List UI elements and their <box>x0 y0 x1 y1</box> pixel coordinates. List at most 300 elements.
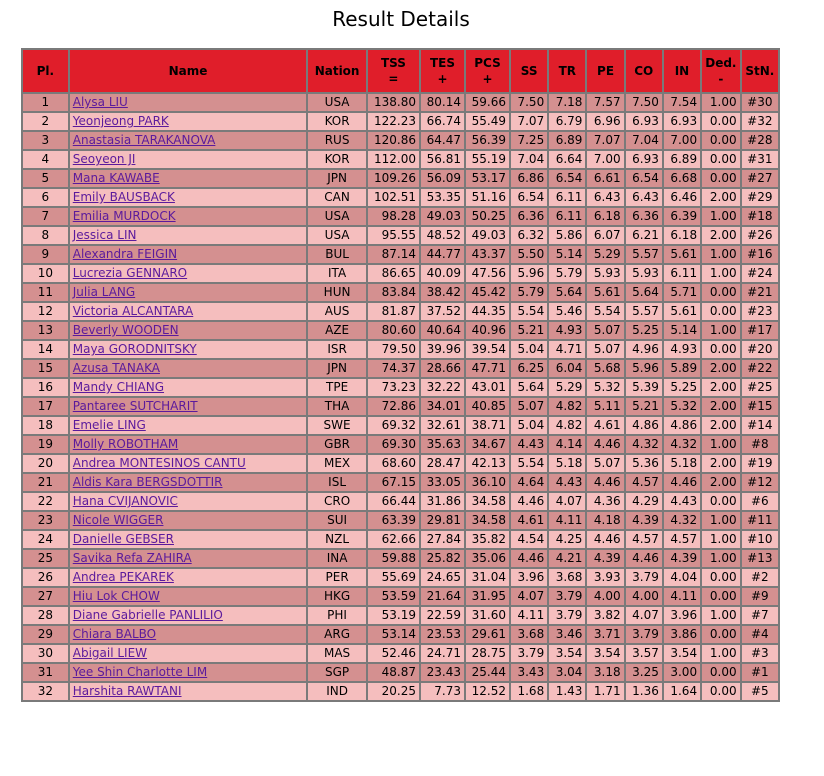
cell-ded: 1.00 <box>702 550 740 567</box>
cell-co: 4.00 <box>626 588 662 605</box>
cell-pe: 1.71 <box>587 683 623 700</box>
cell-in: 3.96 <box>664 607 700 624</box>
skater-name-link[interactable]: Aldis Kara BERGSDOTTIR <box>72 475 223 489</box>
table-row <box>23 455 778 472</box>
cell-nation: NZL <box>308 531 366 548</box>
cell-in: 4.32 <box>664 512 700 529</box>
skater-name-link[interactable]: Julia LANG <box>72 285 136 299</box>
cell-stn: #31 <box>742 151 778 168</box>
cell-stn: #10 <box>742 531 778 548</box>
cell-ss: 6.36 <box>511 208 547 225</box>
cell-tss: 98.28 <box>368 208 419 225</box>
cell-ded: 2.00 <box>702 398 740 415</box>
cell-tr: 6.64 <box>549 151 585 168</box>
cell-pl: 20 <box>23 455 68 472</box>
cell-ss: 5.07 <box>511 398 547 415</box>
cell-stn: #27 <box>742 170 778 187</box>
cell-stn: #30 <box>742 94 778 111</box>
cell-ss: 7.50 <box>511 94 547 111</box>
cell-tes: 49.03 <box>421 208 464 225</box>
skater-name-link[interactable]: Nicole WIGGER <box>72 513 164 527</box>
cell-in: 4.43 <box>664 493 700 510</box>
cell-nation: JPN <box>308 360 366 377</box>
cell-tss: 67.15 <box>368 474 419 491</box>
skater-name-link[interactable]: Lucrezia GENNARO <box>72 266 188 280</box>
cell-ded: 1.00 <box>702 607 740 624</box>
cell-ss: 5.04 <box>511 341 547 358</box>
cell-tes: 37.52 <box>421 303 464 320</box>
cell-in: 6.89 <box>664 151 700 168</box>
cell-co: 7.50 <box>626 94 662 111</box>
cell-pl: 31 <box>23 664 68 681</box>
skater-name-link[interactable]: Emelie LING <box>72 418 146 432</box>
cell-stn: #9 <box>742 588 778 605</box>
cell-tr: 3.79 <box>549 588 585 605</box>
cell-nation: KOR <box>308 151 366 168</box>
cell-tes: 64.47 <box>421 132 464 149</box>
cell-tr: 6.54 <box>549 170 585 187</box>
cell-ss: 6.32 <box>511 227 547 244</box>
cell-pcs: 31.04 <box>466 569 509 586</box>
cell-in: 4.04 <box>664 569 700 586</box>
cell-nation: ARG <box>308 626 366 643</box>
cell-ss: 3.68 <box>511 626 547 643</box>
cell-tss: 52.46 <box>368 645 419 662</box>
cell-tr: 5.86 <box>549 227 585 244</box>
cell-tss: 122.23 <box>368 113 419 130</box>
cell-pl: 22 <box>23 493 68 510</box>
cell-stn: #11 <box>742 512 778 529</box>
cell-pcs: 36.10 <box>466 474 509 491</box>
cell-stn: #25 <box>742 379 778 396</box>
cell-tss: 66.44 <box>368 493 419 510</box>
skater-name-link[interactable]: Emilia MURDOCK <box>72 209 176 223</box>
cell-nation: SGP <box>308 664 366 681</box>
cell-ss: 4.46 <box>511 493 547 510</box>
cell-co: 6.54 <box>626 170 662 187</box>
cell-pcs: 44.35 <box>466 303 509 320</box>
cell-name <box>70 113 307 130</box>
cell-ded: 1.00 <box>702 512 740 529</box>
table-row <box>23 417 778 434</box>
table-row <box>23 189 778 206</box>
cell-nation: USA <box>308 94 366 111</box>
cell-tes: 66.74 <box>421 113 464 130</box>
cell-tss: 73.23 <box>368 379 419 396</box>
cell-tr: 5.64 <box>549 284 585 301</box>
cell-ss: 5.04 <box>511 417 547 434</box>
skater-name-link[interactable]: Abigail LIEW <box>72 646 148 660</box>
cell-ss: 5.96 <box>511 265 547 282</box>
cell-nation: IND <box>308 683 366 700</box>
skater-name-link[interactable]: Mana KAWABE <box>72 171 160 185</box>
cell-name <box>70 227 307 244</box>
cell-co: 5.39 <box>626 379 662 396</box>
skater-name-link[interactable]: Chiara BALBO <box>72 627 157 641</box>
cell-ss: 5.64 <box>511 379 547 396</box>
cell-co: 4.57 <box>626 531 662 548</box>
header-tes: TES + <box>421 50 464 92</box>
cell-ded: 2.00 <box>702 455 740 472</box>
skater-name-link[interactable]: Jessica LIN <box>72 228 137 242</box>
cell-tr: 4.14 <box>549 436 585 453</box>
cell-co: 3.57 <box>626 645 662 662</box>
skater-name-link[interactable]: Andrea PEKAREK <box>72 570 174 584</box>
cell-pl: 16 <box>23 379 68 396</box>
cell-nation: SUI <box>308 512 366 529</box>
cell-in: 4.46 <box>664 474 700 491</box>
cell-tes: 32.61 <box>421 417 464 434</box>
cell-pcs: 35.82 <box>466 531 509 548</box>
cell-in: 3.00 <box>664 664 700 681</box>
cell-stn: #3 <box>742 645 778 662</box>
cell-pcs: 40.85 <box>466 398 509 415</box>
cell-pe: 3.71 <box>587 626 623 643</box>
cell-tr: 5.79 <box>549 265 585 282</box>
cell-name <box>70 474 307 491</box>
cell-tr: 5.18 <box>549 455 585 472</box>
skater-name-link[interactable]: Savika Refa ZAHIRA <box>72 551 192 565</box>
cell-tes: 33.05 <box>421 474 464 491</box>
skater-name-link[interactable]: Maya GORODNITSKY <box>72 342 197 356</box>
cell-stn: #7 <box>742 607 778 624</box>
cell-pl: 2 <box>23 113 68 130</box>
cell-tes: 34.01 <box>421 398 464 415</box>
results-table <box>21 48 780 702</box>
cell-nation: AZE <box>308 322 366 339</box>
skater-name-link[interactable]: Diane Gabrielle PANLILIO <box>72 608 223 622</box>
cell-ded: 0.00 <box>702 493 740 510</box>
table-row <box>23 284 778 301</box>
table-row <box>23 683 778 700</box>
cell-tes: 28.66 <box>421 360 464 377</box>
cell-ded: 1.00 <box>702 436 740 453</box>
cell-tr: 6.79 <box>549 113 585 130</box>
cell-name <box>70 265 307 282</box>
header-tr: TR <box>549 50 585 92</box>
cell-name <box>70 170 307 187</box>
cell-ded: 1.00 <box>702 322 740 339</box>
cell-in: 7.54 <box>664 94 700 111</box>
cell-tss: 74.37 <box>368 360 419 377</box>
table-row <box>23 474 778 491</box>
cell-ss: 3.43 <box>511 664 547 681</box>
cell-nation: ISL <box>308 474 366 491</box>
cell-tss: 53.19 <box>368 607 419 624</box>
cell-pl: 26 <box>23 569 68 586</box>
cell-nation: USA <box>308 227 366 244</box>
header-co: CO <box>626 50 662 92</box>
skater-name-link[interactable]: Beverly WOODEN <box>72 323 179 337</box>
cell-nation: HUN <box>308 284 366 301</box>
cell-stn: #19 <box>742 455 778 472</box>
cell-tss: 55.69 <box>368 569 419 586</box>
cell-ss: 5.54 <box>511 303 547 320</box>
cell-tr: 5.46 <box>549 303 585 320</box>
cell-ss: 5.50 <box>511 246 547 263</box>
cell-ded: 2.00 <box>702 474 740 491</box>
table-row <box>23 569 778 586</box>
header-nation: Nation <box>308 50 366 92</box>
cell-pe: 4.46 <box>587 474 623 491</box>
header-ded: Ded. - <box>702 50 740 92</box>
cell-pcs: 56.39 <box>466 132 509 149</box>
skater-name-link[interactable]: Mandy CHIANG <box>72 380 165 394</box>
cell-in: 6.39 <box>664 208 700 225</box>
cell-tss: 80.60 <box>368 322 419 339</box>
cell-ded: 1.00 <box>702 208 740 225</box>
cell-tr: 4.25 <box>549 531 585 548</box>
cell-tes: 48.52 <box>421 227 464 244</box>
cell-name <box>70 550 307 567</box>
cell-nation: HKG <box>308 588 366 605</box>
table-row <box>23 436 778 453</box>
skater-name-link[interactable]: Andrea MONTESINOS CANTU <box>72 456 246 470</box>
cell-ss: 6.86 <box>511 170 547 187</box>
cell-ss: 7.04 <box>511 151 547 168</box>
cell-co: 3.25 <box>626 664 662 681</box>
cell-in: 6.11 <box>664 265 700 282</box>
cell-pl: 7 <box>23 208 68 225</box>
cell-in: 6.93 <box>664 113 700 130</box>
cell-tss: 83.84 <box>368 284 419 301</box>
cell-tr: 1.43 <box>549 683 585 700</box>
cell-pcs: 34.58 <box>466 512 509 529</box>
cell-nation: AUS <box>308 303 366 320</box>
cell-co: 6.93 <box>626 151 662 168</box>
cell-nation: CAN <box>308 189 366 206</box>
cell-stn: #17 <box>742 322 778 339</box>
cell-pl: 19 <box>23 436 68 453</box>
cell-co: 6.43 <box>626 189 662 206</box>
cell-co: 4.32 <box>626 436 662 453</box>
cell-co: 1.36 <box>626 683 662 700</box>
cell-pl: 17 <box>23 398 68 415</box>
skater-name-link[interactable]: Hiu Lok CHOW <box>72 589 160 603</box>
skater-name-link[interactable]: Victoria ALCANTARA <box>72 304 194 318</box>
cell-nation: GBR <box>308 436 366 453</box>
cell-stn: #23 <box>742 303 778 320</box>
skater-name-link[interactable]: Molly ROBOTHAM <box>72 437 179 451</box>
cell-co: 5.96 <box>626 360 662 377</box>
cell-tes: 44.77 <box>421 246 464 263</box>
cell-co: 5.21 <box>626 398 662 415</box>
table-row <box>23 398 778 415</box>
cell-tr: 5.14 <box>549 246 585 263</box>
cell-tes: 31.86 <box>421 493 464 510</box>
cell-ded: 0.00 <box>702 683 740 700</box>
table-row <box>23 664 778 681</box>
cell-ded: 2.00 <box>702 360 740 377</box>
skater-name-link[interactable]: Yee Shin Charlotte LIM <box>72 665 208 679</box>
cell-stn: #12 <box>742 474 778 491</box>
results-body <box>23 94 778 700</box>
page-title: Result Details <box>332 7 470 31</box>
cell-tss: 81.87 <box>368 303 419 320</box>
cell-tss: 138.80 <box>368 94 419 111</box>
cell-name <box>70 436 307 453</box>
cell-stn: #1 <box>742 664 778 681</box>
cell-pl: 28 <box>23 607 68 624</box>
skater-name-link[interactable]: Yeonjeong PARK <box>72 114 169 128</box>
cell-name <box>70 284 307 301</box>
cell-tss: 86.65 <box>368 265 419 282</box>
cell-tss: 53.14 <box>368 626 419 643</box>
skater-name-link[interactable]: Danielle GEBSER <box>72 532 174 546</box>
cell-pe: 4.61 <box>587 417 623 434</box>
cell-pcs: 59.66 <box>466 94 509 111</box>
cell-pl: 5 <box>23 170 68 187</box>
cell-ss: 1.68 <box>511 683 547 700</box>
cell-in: 4.32 <box>664 436 700 453</box>
cell-tss: 102.51 <box>368 189 419 206</box>
cell-name <box>70 303 307 320</box>
cell-pcs: 42.13 <box>466 455 509 472</box>
cell-tss: 59.88 <box>368 550 419 567</box>
header-pl: Pl. <box>23 50 68 92</box>
cell-tes: 22.59 <box>421 607 464 624</box>
cell-tes: 24.65 <box>421 569 464 586</box>
cell-nation: PER <box>308 569 366 586</box>
cell-pl: 11 <box>23 284 68 301</box>
cell-in: 4.57 <box>664 531 700 548</box>
cell-co: 4.86 <box>626 417 662 434</box>
cell-pl: 12 <box>23 303 68 320</box>
cell-ded: 0.00 <box>702 341 740 358</box>
cell-stn: #20 <box>742 341 778 358</box>
cell-nation: PHI <box>308 607 366 624</box>
cell-stn: #29 <box>742 189 778 206</box>
cell-co: 3.79 <box>626 626 662 643</box>
table-row <box>23 341 778 358</box>
cell-ded: 2.00 <box>702 379 740 396</box>
cell-stn: #8 <box>742 436 778 453</box>
skater-name-link[interactable]: Alysa LIU <box>72 95 128 109</box>
skater-name-link[interactable]: Emily BAUSBACK <box>72 190 175 204</box>
cell-nation: BUL <box>308 246 366 263</box>
table-row <box>23 265 778 282</box>
cell-co: 5.57 <box>626 303 662 320</box>
cell-name <box>70 645 307 662</box>
table-row <box>23 379 778 396</box>
cell-co: 5.36 <box>626 455 662 472</box>
cell-pcs: 29.61 <box>466 626 509 643</box>
cell-name <box>70 151 307 168</box>
table-row <box>23 626 778 643</box>
cell-pcs: 31.95 <box>466 588 509 605</box>
cell-ss: 7.07 <box>511 113 547 130</box>
cell-in: 3.54 <box>664 645 700 662</box>
cell-tss: 20.25 <box>368 683 419 700</box>
cell-ss: 4.11 <box>511 607 547 624</box>
cell-tss: 63.39 <box>368 512 419 529</box>
cell-pe: 7.00 <box>587 151 623 168</box>
cell-tes: 27.84 <box>421 531 464 548</box>
cell-tr: 4.43 <box>549 474 585 491</box>
cell-in: 5.25 <box>664 379 700 396</box>
cell-name <box>70 360 307 377</box>
cell-name <box>70 322 307 339</box>
cell-ded: 2.00 <box>702 417 740 434</box>
cell-pe: 6.96 <box>587 113 623 130</box>
cell-nation: ITA <box>308 265 366 282</box>
cell-pe: 4.36 <box>587 493 623 510</box>
cell-pcs: 43.37 <box>466 246 509 263</box>
skater-name-link[interactable]: Anastasia TARAKANOVA <box>72 133 216 147</box>
cell-tr: 4.11 <box>549 512 585 529</box>
cell-stn: #24 <box>742 265 778 282</box>
cell-tr: 4.21 <box>549 550 585 567</box>
cell-tr: 6.11 <box>549 189 585 206</box>
cell-nation: TPE <box>308 379 366 396</box>
skater-name-link[interactable]: Harshita RAWTANI <box>72 684 182 698</box>
cell-tr: 4.71 <box>549 341 585 358</box>
cell-nation: JPN <box>308 170 366 187</box>
cell-tes: 56.09 <box>421 170 464 187</box>
cell-pe: 5.68 <box>587 360 623 377</box>
cell-co: 6.36 <box>626 208 662 225</box>
cell-pcs: 55.19 <box>466 151 509 168</box>
cell-tss: 95.55 <box>368 227 419 244</box>
skater-name-link[interactable]: Seoyeon JI <box>72 152 136 166</box>
cell-ded: 0.00 <box>702 664 740 681</box>
cell-pcs: 55.49 <box>466 113 509 130</box>
skater-name-link[interactable]: Alexandra FEIGIN <box>72 247 178 261</box>
cell-nation: INA <box>308 550 366 567</box>
cell-co: 4.07 <box>626 607 662 624</box>
cell-tss: 79.50 <box>368 341 419 358</box>
table-row <box>23 512 778 529</box>
cell-ss: 5.79 <box>511 284 547 301</box>
cell-tes: 53.35 <box>421 189 464 206</box>
cell-pcs: 53.17 <box>466 170 509 187</box>
cell-name <box>70 588 307 605</box>
cell-co: 5.93 <box>626 265 662 282</box>
cell-in: 6.18 <box>664 227 700 244</box>
skater-name-link[interactable]: Pantaree SUTCHARIT <box>72 399 198 413</box>
table-row <box>23 94 778 111</box>
cell-name <box>70 341 307 358</box>
cell-tr: 3.54 <box>549 645 585 662</box>
cell-pl: 4 <box>23 151 68 168</box>
cell-in: 3.86 <box>664 626 700 643</box>
cell-tr: 3.68 <box>549 569 585 586</box>
cell-pl: 14 <box>23 341 68 358</box>
cell-stn: #16 <box>742 246 778 263</box>
cell-tes: 80.14 <box>421 94 464 111</box>
cell-co: 4.46 <box>626 550 662 567</box>
cell-pl: 9 <box>23 246 68 263</box>
cell-pcs: 28.75 <box>466 645 509 662</box>
table-row <box>23 151 778 168</box>
skater-name-link[interactable]: Azusa TANAKA <box>72 361 160 375</box>
cell-in: 5.71 <box>664 284 700 301</box>
cell-name <box>70 683 307 700</box>
cell-tss: 109.26 <box>368 170 419 187</box>
cell-tes: 28.47 <box>421 455 464 472</box>
skater-name-link[interactable]: Hana CVIJANOVIC <box>72 494 178 508</box>
cell-pe: 5.61 <box>587 284 623 301</box>
cell-name <box>70 94 307 111</box>
cell-nation: THA <box>308 398 366 415</box>
cell-pe: 5.32 <box>587 379 623 396</box>
cell-ded: 1.00 <box>702 645 740 662</box>
cell-ded: 0.00 <box>702 626 740 643</box>
cell-co: 4.39 <box>626 512 662 529</box>
cell-pl: 32 <box>23 683 68 700</box>
cell-name <box>70 512 307 529</box>
cell-ss: 4.43 <box>511 436 547 453</box>
